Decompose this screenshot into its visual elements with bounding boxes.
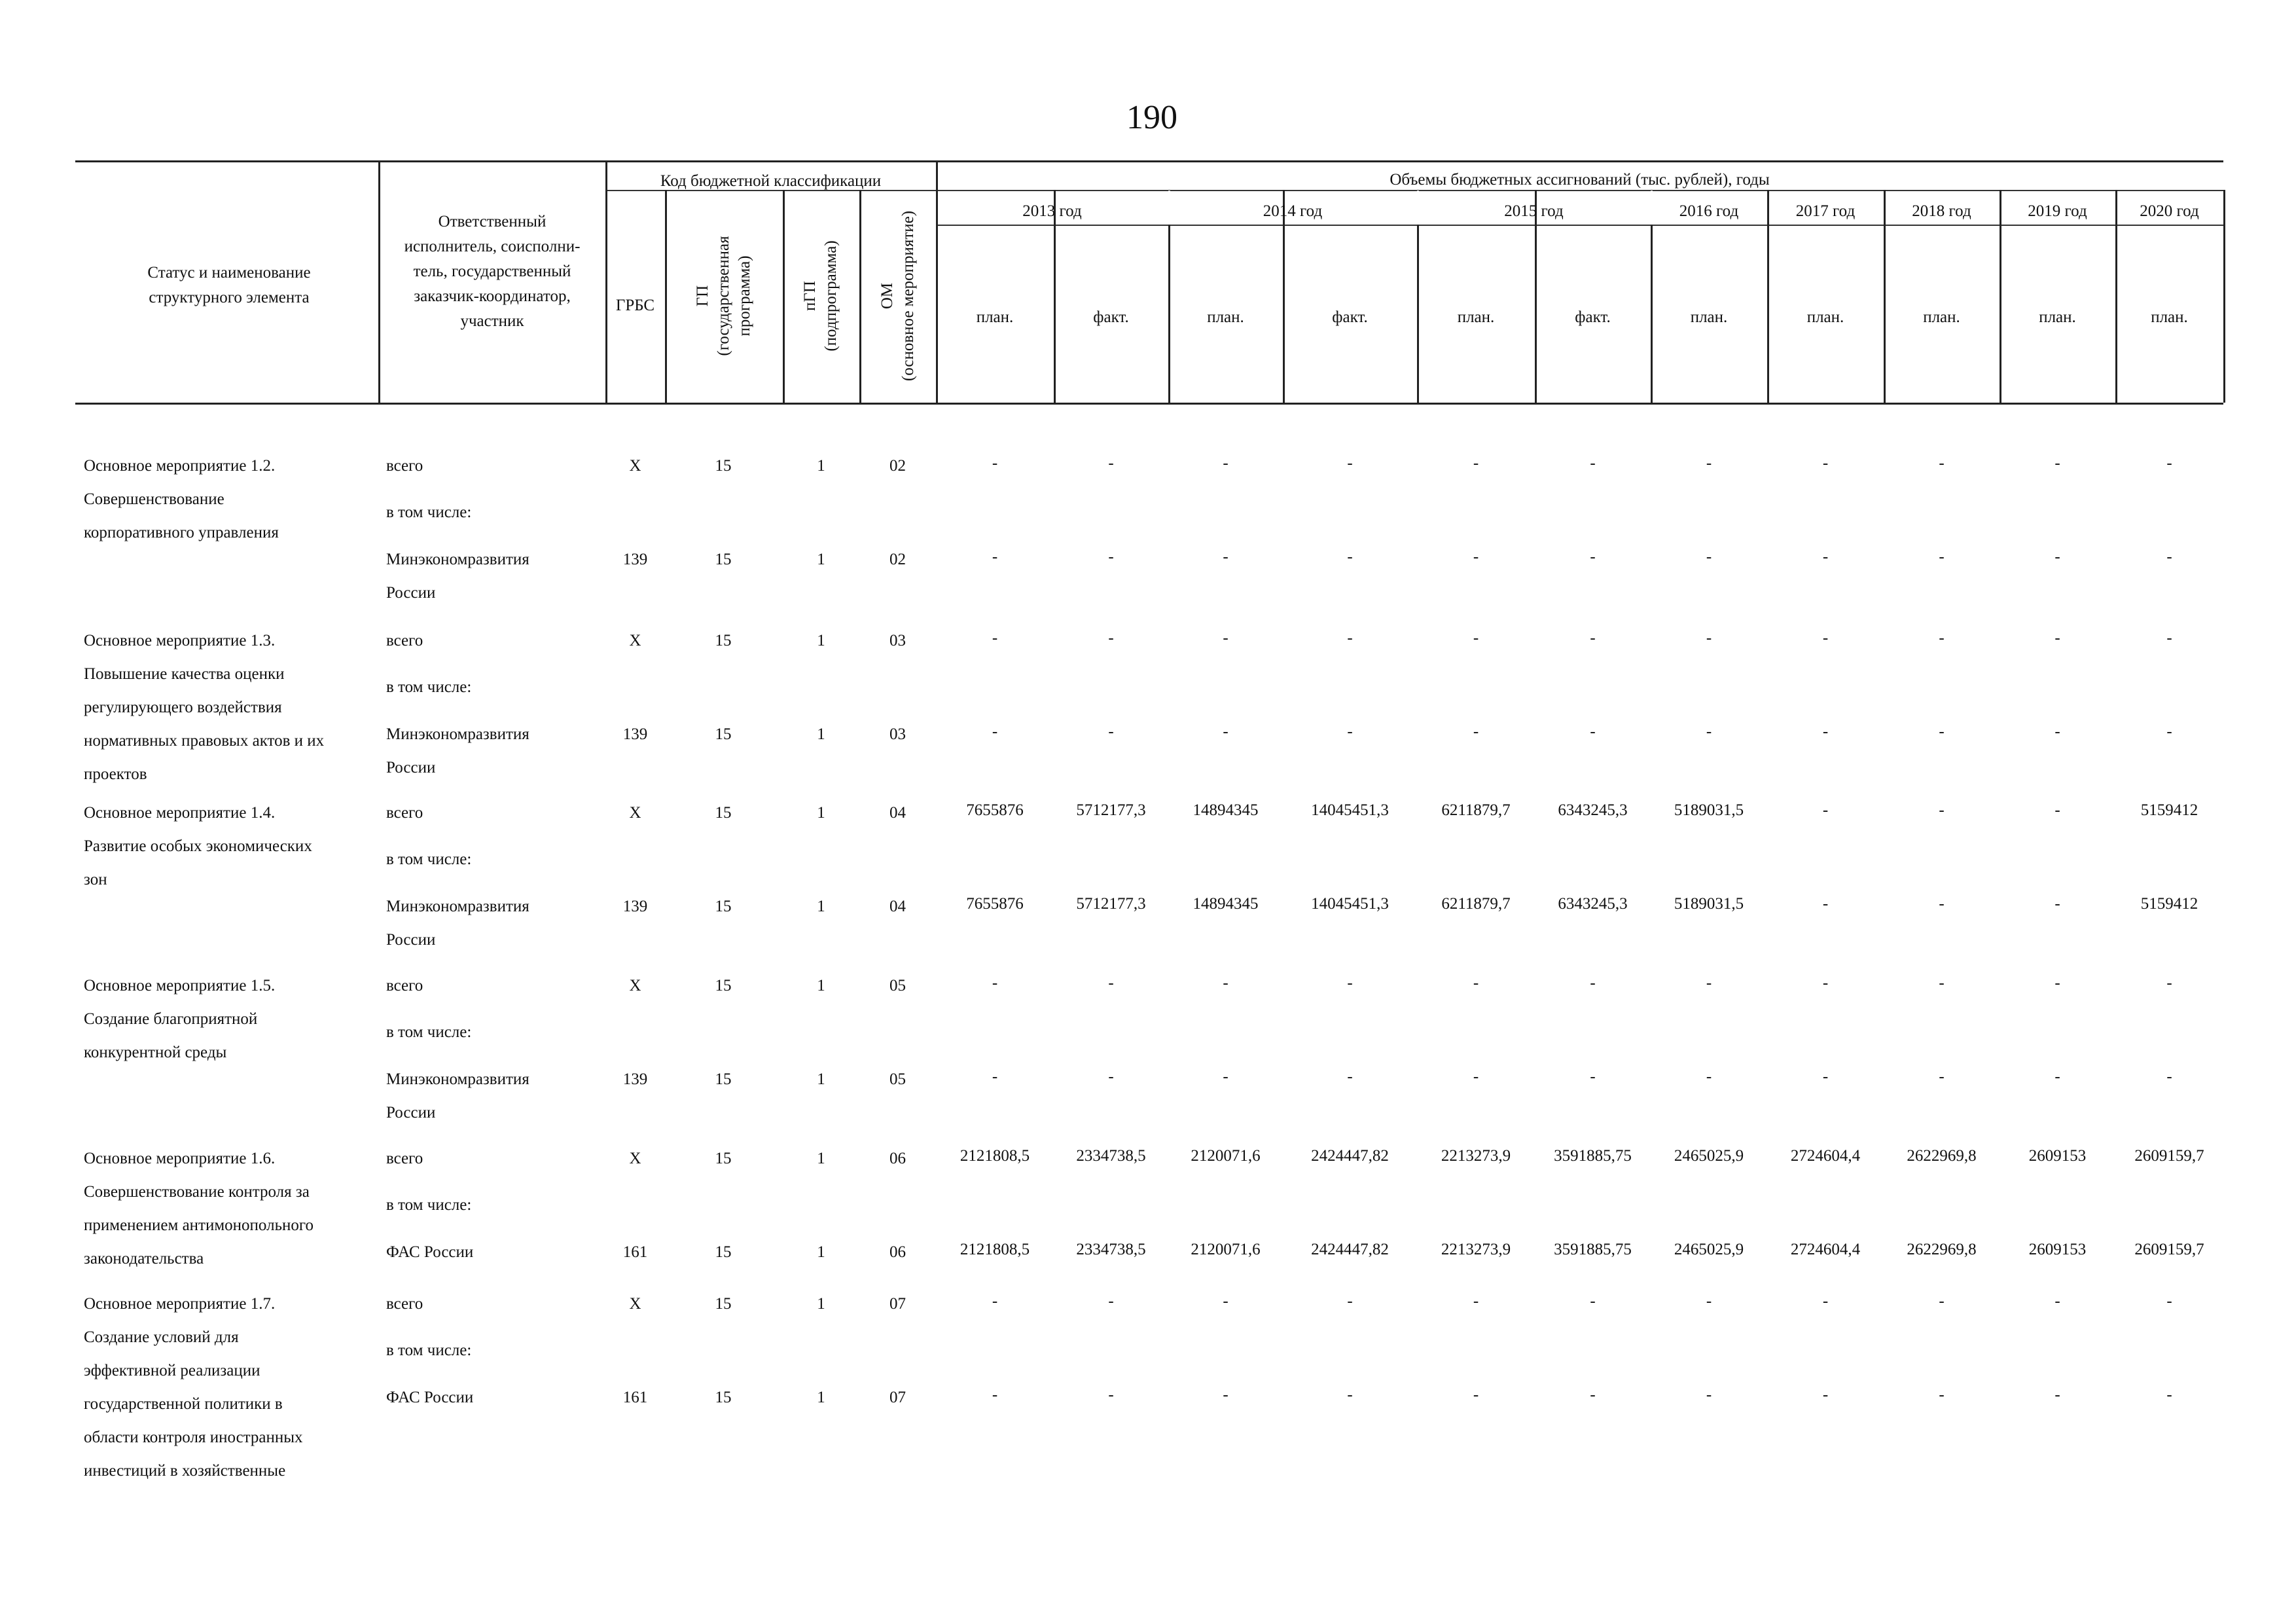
budget-value: -	[2054, 974, 2060, 992]
budget-value: -	[2054, 1292, 2060, 1310]
grbs-value: 139	[622, 1070, 648, 1088]
budget-value: -	[992, 1292, 998, 1310]
budget-value: -	[1939, 895, 1945, 913]
executor-label: ФАС России	[386, 1243, 474, 1261]
measure-name-line: Развитие особых экономических	[84, 837, 312, 855]
budget-value: 14045451,3	[1311, 801, 1389, 819]
budget-value: -	[1347, 629, 1353, 647]
header-column-divider	[2223, 190, 2225, 403]
year-rule	[936, 225, 2223, 226]
budget-value: -	[992, 974, 998, 992]
pgp-value: 1	[817, 1243, 825, 1261]
budget-value: -	[1706, 629, 1712, 647]
measure-name-line: Основное мероприятие 1.4.	[84, 804, 276, 822]
budget-value: -	[1108, 1292, 1114, 1310]
measure-name-line: области контроля иностранных	[84, 1429, 303, 1446]
plan-fact-header: факт.	[1575, 308, 1611, 326]
budget-value: -	[1223, 1292, 1229, 1310]
gp-value: 15	[715, 551, 732, 568]
header-column-divider	[665, 190, 667, 403]
budget-value: 2121808,5	[960, 1241, 1030, 1258]
sub-column-divider-mask	[1651, 191, 1653, 225]
budget-value: 7655876	[966, 895, 1024, 913]
total-label: всего	[386, 632, 423, 649]
budget-value: -	[1108, 1068, 1114, 1085]
grbs-value: Х	[629, 1150, 641, 1167]
budget-value: 2120071,6	[1191, 1241, 1261, 1258]
measure-name-line: нормативных правовых актов и их	[84, 732, 325, 750]
budget-volume-header: Объемы бюджетных ассигнований (тыс. рублей), годы	[1390, 171, 1770, 189]
budget-value: -	[1223, 974, 1229, 992]
budget-value: 5189031,5	[1674, 895, 1744, 913]
budget-value: -	[1223, 454, 1229, 472]
budget-value: -	[1473, 723, 1479, 740]
plan-fact-header: план.	[1923, 308, 1960, 326]
measure-name-line: Основное мероприятие 1.6.	[84, 1150, 276, 1167]
grbs-value: 139	[622, 898, 648, 915]
year-header: 2016 год	[1679, 202, 1739, 220]
budget-value: 2213273,9	[1441, 1241, 1511, 1258]
pgp-value: 1	[817, 1070, 825, 1088]
budget-value: -	[1590, 723, 1596, 740]
measure-name-line: Совершенствование контроля за	[84, 1183, 310, 1201]
budget-value: -	[1473, 974, 1479, 992]
budget-value: 6343245,3	[1558, 895, 1628, 913]
budget-value: 2724604,4	[1790, 1241, 1861, 1258]
pgp-value: 1	[817, 551, 825, 568]
measure-name-line: корпоративного управления	[84, 524, 279, 541]
pgp-value: 1	[817, 1389, 825, 1406]
budget-value: 2724604,4	[1790, 1147, 1861, 1165]
budget-value: -	[1706, 723, 1712, 740]
budget-value: -	[1939, 723, 1945, 740]
budget-value: -	[1822, 454, 1829, 472]
measure-name-line: государственной политики в	[84, 1395, 283, 1413]
table-top-rule	[75, 160, 2223, 162]
budget-value: 7655876	[966, 801, 1024, 819]
budget-value: -	[2054, 801, 2060, 819]
budget-value: -	[1822, 723, 1829, 740]
om-value: 06	[889, 1150, 906, 1167]
budget-value: -	[1108, 454, 1114, 472]
budget-value: -	[1223, 723, 1229, 740]
budget-value: -	[1706, 1292, 1712, 1310]
budget-value: -	[1347, 723, 1353, 740]
budget-value: -	[1590, 629, 1596, 647]
budget-value: -	[1473, 1292, 1479, 1310]
budget-value: -	[1223, 1386, 1229, 1404]
budget-value: 5712177,3	[1076, 895, 1146, 913]
budget-value: -	[992, 1068, 998, 1085]
budget-value: -	[1108, 723, 1114, 740]
header-column-divider	[605, 160, 607, 403]
measure-name-line: Создание условий для	[84, 1328, 239, 1346]
budget-value: -	[1347, 974, 1353, 992]
plan-fact-header: факт.	[1093, 308, 1129, 326]
budget-value: -	[1347, 548, 1353, 566]
budget-value: -	[992, 548, 998, 566]
executor-label: России	[386, 931, 436, 949]
budget-value: -	[992, 723, 998, 740]
budget-value: -	[2166, 723, 2172, 740]
budget-value: 2622969,8	[1907, 1241, 1977, 1258]
plan-fact-header: план.	[1690, 308, 1728, 326]
budget-value: -	[1822, 1292, 1829, 1310]
budget-value: -	[1939, 801, 1945, 819]
budget-value: 2424447,82	[1311, 1241, 1389, 1258]
budget-value: 2334738,5	[1076, 1147, 1146, 1165]
executor-label: России	[386, 584, 436, 602]
budget-value: -	[1108, 1386, 1114, 1404]
om-value: 07	[889, 1295, 906, 1313]
header-column-divider	[378, 160, 380, 403]
pgp-value: 1	[817, 457, 825, 475]
budget-value: -	[2054, 454, 2060, 472]
grbs-value: 161	[622, 1389, 648, 1406]
pgp-header: пГП (подпрограмма)	[801, 240, 840, 352]
grbs-value: Х	[629, 632, 641, 649]
measure-name-line: Повышение качества оценки	[84, 665, 285, 683]
budget-value: -	[1223, 548, 1229, 566]
om-value: 04	[889, 898, 906, 915]
gp-value: 15	[715, 977, 732, 994]
grbs-value: 139	[622, 551, 648, 568]
page-number: 190	[1126, 99, 1177, 136]
measure-name-line: Создание благоприятной	[84, 1010, 258, 1028]
budget-value: -	[2166, 1068, 2172, 1085]
measure-name-line: регулирующего воздействия	[84, 699, 282, 716]
budget-value: -	[1822, 1068, 1829, 1085]
budget-value: -	[2166, 1386, 2172, 1404]
om-value: 03	[889, 632, 906, 649]
budget-value: -	[1939, 454, 1945, 472]
incl-label: в том числе:	[386, 503, 472, 521]
budget-value: -	[2166, 454, 2172, 472]
pgp-value: 1	[817, 725, 825, 743]
budget-value: 14045451,3	[1311, 895, 1389, 913]
grbs-value: 139	[622, 725, 648, 743]
om-value: 06	[889, 1243, 906, 1261]
grbs-value: Х	[629, 1295, 641, 1313]
budget-value: 2609153	[2028, 1147, 2087, 1165]
budget-value: -	[2054, 548, 2060, 566]
year-header: 2018 год	[1912, 202, 1971, 220]
budget-value: -	[1473, 548, 1479, 566]
budget-value: 5159412	[2140, 895, 2198, 913]
budget-value: -	[1706, 1068, 1712, 1085]
budget-value: 5712177,3	[1076, 801, 1146, 819]
budget-value: -	[2054, 895, 2060, 913]
total-label: всего	[386, 977, 423, 994]
year-header: 2017 год	[1795, 202, 1856, 220]
executor-label: Минэкономразвития	[386, 1070, 529, 1088]
gp-value: 15	[715, 457, 732, 475]
budget-value: -	[1473, 1386, 1479, 1404]
plan-fact-header: план.	[2039, 308, 2076, 326]
gp-value: 15	[715, 725, 732, 743]
measure-name-line: инвестиций в хозяйственные	[84, 1462, 286, 1480]
budget-value: -	[1822, 801, 1829, 819]
budget-value: -	[2054, 1068, 2060, 1085]
measure-name-line: проектов	[84, 765, 147, 783]
budget-value: -	[1939, 1386, 1945, 1404]
measure-name-line: конкурентной среды	[84, 1044, 227, 1061]
budget-value: 5189031,5	[1674, 801, 1744, 819]
status-name-header: Статус и наименование структурного элемента	[147, 264, 311, 306]
budget-value: -	[2166, 629, 2172, 647]
budget-value: 2213273,9	[1441, 1147, 1511, 1165]
measure-name-line: Основное мероприятие 1.7.	[84, 1295, 276, 1313]
gp-value: 15	[715, 1243, 732, 1261]
measure-name-line: Совершенствование	[84, 490, 224, 508]
responsible-header: Ответственный исполнитель, соисполни- тель, государственный заказчик-координатор, участник	[404, 213, 581, 330]
executor-label: Минэкономразвития	[386, 551, 529, 568]
budget-value: -	[1590, 1292, 1596, 1310]
budget-value: -	[2054, 1386, 2060, 1404]
plan-fact-header: план.	[1806, 308, 1844, 326]
om-value: 02	[889, 551, 906, 568]
budget-value: 2465025,9	[1674, 1241, 1744, 1258]
budget-value: -	[1223, 1068, 1229, 1085]
budget-value: -	[992, 1386, 998, 1404]
executor-label: Минэкономразвития	[386, 725, 529, 743]
budget-value: -	[1590, 1386, 1596, 1404]
budget-value: 14894345	[1193, 801, 1259, 819]
om-value: 05	[889, 977, 906, 994]
grbs-value: Х	[629, 457, 641, 475]
plan-fact-header: факт.	[1332, 308, 1368, 326]
budget-value: -	[2166, 548, 2172, 566]
total-label: всего	[386, 1295, 423, 1313]
gp-value: 15	[715, 1070, 732, 1088]
budget-value: -	[1706, 1386, 1712, 1404]
budget-value: -	[1822, 548, 1829, 566]
budget-value: -	[1590, 548, 1596, 566]
budget-value: -	[1473, 454, 1479, 472]
budget-value: 2609153	[2028, 1241, 2087, 1258]
budget-value: -	[992, 629, 998, 647]
budget-value: -	[1822, 895, 1829, 913]
budget-value: -	[1822, 629, 1829, 647]
budget-value: 6211879,7	[1441, 801, 1511, 819]
budget-value: -	[2166, 974, 2172, 992]
incl-label: в том числе:	[386, 850, 472, 868]
measure-name-line: эффективной реализации	[84, 1362, 260, 1379]
measure-name-line: законодательства	[84, 1250, 204, 1267]
budget-value: 2334738,5	[1076, 1241, 1146, 1258]
budget-value: -	[1108, 629, 1114, 647]
gp-value: 15	[715, 804, 732, 822]
year-header: 2019 год	[2028, 202, 2087, 220]
incl-label: в том числе:	[386, 678, 472, 696]
budget-value: -	[1347, 1068, 1353, 1085]
pgp-value: 1	[817, 1150, 825, 1167]
gp-value: 15	[715, 1295, 732, 1313]
budget-value: 2465025,9	[1674, 1147, 1744, 1165]
budget-value: -	[1590, 974, 1596, 992]
budget-value: 6211879,7	[1441, 895, 1511, 913]
grbs-value: Х	[629, 804, 641, 822]
budget-value: 6343245,3	[1558, 801, 1628, 819]
grbs-header: ГРБС	[615, 297, 655, 314]
budget-value: -	[1108, 974, 1114, 992]
gp-value: 15	[715, 898, 732, 915]
om-value: 02	[889, 457, 906, 475]
budget-value: -	[1706, 548, 1712, 566]
budget-value: 2609159,7	[2134, 1241, 2204, 1258]
pgp-value: 1	[817, 977, 825, 994]
gp-value: 15	[715, 1150, 732, 1167]
budget-value: -	[1939, 1292, 1945, 1310]
plan-fact-header: план.	[2151, 308, 2188, 326]
budget-value: -	[1590, 454, 1596, 472]
budget-value: -	[1590, 1068, 1596, 1085]
year-header: 2013 год	[1022, 202, 1082, 220]
budget-value: -	[1473, 629, 1479, 647]
budget-value: 2121808,5	[960, 1147, 1030, 1165]
budget-value: 5159412	[2140, 801, 2198, 819]
budget-value: -	[2166, 1292, 2172, 1310]
budget-value: -	[1939, 629, 1945, 647]
executor-label: России	[386, 759, 436, 776]
budget-value: -	[1223, 629, 1229, 647]
year-header: 2015 год	[1504, 202, 1564, 220]
pgp-value: 1	[817, 1295, 825, 1313]
om-value: 07	[889, 1389, 906, 1406]
budget-value: -	[1706, 454, 1712, 472]
budget-value: -	[2054, 723, 2060, 740]
measure-name-line: применением антимонопольного	[84, 1216, 314, 1234]
budget-value: -	[1822, 1386, 1829, 1404]
header-column-divider	[936, 160, 938, 403]
budget-value: 2622969,8	[1907, 1147, 1977, 1165]
budget-value: -	[1939, 1068, 1945, 1085]
executor-label: ФАС России	[386, 1389, 474, 1406]
year-header: 2020 год	[2140, 202, 2199, 220]
measure-name-line: Основное мероприятие 1.2.	[84, 457, 276, 475]
budget-code-header: Код бюджетной классификации	[660, 172, 882, 190]
budget-value: -	[1108, 548, 1114, 566]
plan-fact-header: план.	[1207, 308, 1244, 326]
pgp-value: 1	[817, 898, 825, 915]
executor-label: Минэкономразвития	[386, 898, 529, 915]
measure-name-line: Основное мероприятие 1.5.	[84, 977, 276, 994]
budget-value: -	[1347, 454, 1353, 472]
budget-value: -	[1347, 1386, 1353, 1404]
total-label: всего	[386, 457, 423, 475]
header-column-divider	[783, 190, 785, 403]
grbs-value: 161	[622, 1243, 648, 1261]
sub-column-divider-mask	[1168, 191, 1170, 225]
gp-value: 15	[715, 1389, 732, 1406]
budget-value: -	[1473, 1068, 1479, 1085]
gp-value: 15	[715, 632, 732, 649]
om-value: 04	[889, 804, 906, 822]
om-value: 05	[889, 1070, 906, 1088]
grbs-value: Х	[629, 977, 641, 994]
pgp-value: 1	[817, 804, 825, 822]
total-label: всего	[386, 804, 423, 822]
budget-value: 2609159,7	[2134, 1147, 2204, 1165]
budget-value: -	[992, 454, 998, 472]
incl-label: в том числе:	[386, 1341, 472, 1359]
budget-value: 14894345	[1193, 895, 1259, 913]
budget-value: 3591885,75	[1554, 1147, 1632, 1165]
budget-value: -	[1939, 974, 1945, 992]
budget-value: 2424447,82	[1311, 1147, 1389, 1165]
budget-value: 3591885,75	[1554, 1241, 1632, 1258]
budget-value: -	[1939, 548, 1945, 566]
year-header: 2014 год	[1263, 202, 1323, 220]
budget-value: -	[2054, 629, 2060, 647]
header-bottom-rule	[75, 403, 2223, 405]
incl-label: в том числе:	[386, 1023, 472, 1041]
om-value: 03	[889, 725, 906, 743]
executor-label: России	[386, 1104, 436, 1122]
total-label: всего	[386, 1150, 423, 1167]
pgp-value: 1	[817, 632, 825, 649]
plan-fact-header: план.	[976, 308, 1014, 326]
incl-label: в том числе:	[386, 1196, 472, 1214]
header-column-divider	[859, 190, 861, 403]
budget-value: -	[1822, 974, 1829, 992]
budget-value: 2120071,6	[1191, 1147, 1261, 1165]
measure-name-line: зон	[84, 871, 107, 888]
sub-column-divider-mask	[1417, 191, 1419, 225]
budget-value: -	[1706, 974, 1712, 992]
om-header: ОМ (основное мероприятие)	[878, 210, 917, 382]
measure-name-line: Основное мероприятие 1.3.	[84, 632, 276, 649]
plan-fact-header: план.	[1457, 308, 1495, 326]
budget-value: -	[1347, 1292, 1353, 1310]
gp-header: ГП (государственная программа)	[694, 236, 753, 356]
